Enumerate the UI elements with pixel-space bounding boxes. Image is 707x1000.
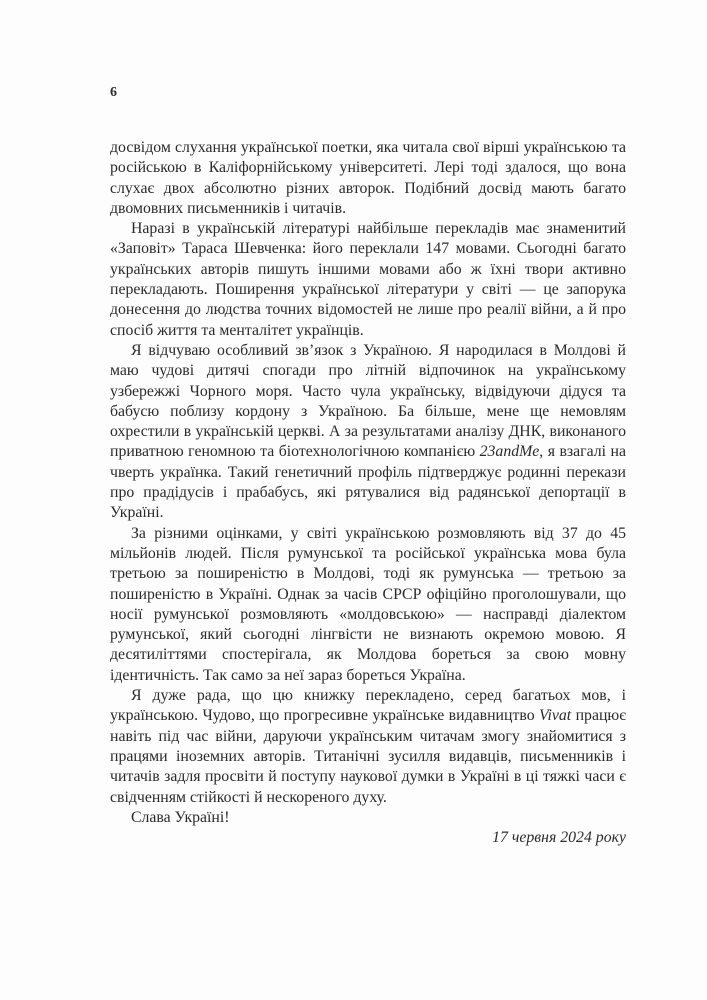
paragraph (110, 219, 626, 341)
text-run: Наразі в українській літературі найбільше перекладів має знаменитий «Заповіт» Тараса Шевченка: його переклали 147 мовами. Сьогодні багато українських авторів пишуть іншими мовами або ж їхні твори активно перекладають. Поширення української літератури у світі — це запорука донесення до людства точних відомостей не лише про реалії війни, а й про спосіб життя та менталітет українців. (110, 220, 626, 339)
text-run: Я відчуваю особливий зв’язок з Україною. Я народилася в Молдові й маю чудові дитячі спогади про літній відпочинок на українському узбережжі Чорного моря. Часто чула українську, відвідуючи дідуся та бабусю поблизу кордону з Україною. Ба більше, мене ще немовлям охрестили в українській церкві. А за результатами аналізу ДНК, виконаного приватною геномною та біотехнологічною компанією (110, 341, 626, 461)
text-run: Слава Україні! (131, 808, 230, 826)
paragraph (110, 808, 626, 828)
text-run: , я взагалі на чверть українка. Такий генетичний профіль підтверджує родинні перекази про прадідусів і прабабусь, які рятувалися від радянської депортації в Україні. (110, 443, 626, 522)
paragraph (110, 341, 626, 524)
paragraph (110, 828, 626, 848)
text-run: 23andMe (479, 443, 540, 461)
body-text (110, 138, 626, 848)
text-run: Vivat (539, 707, 572, 725)
text-run: працює навіть під час війни, даруючи українським читачам змогу знайомитися з працями іноземних авторів. Титанічні зусилля видавців, письменників і читачів задля просвіти й поступу наукової думки в Україні в ці тяжкі часи є свідченням стійкості й нескореного духу. (110, 707, 626, 806)
text-run: 17 червня 2024 року (492, 829, 626, 847)
paragraph (110, 138, 626, 219)
text-run: Я дуже рада, що цю книжку перекладено, серед багатьох мов, і українською. Чудово, що прогресивне українське видавництво (110, 687, 626, 725)
text-run: досвідом слухання української поетки, яка читала свої вірші українською та російською в Каліфорнійському університеті. Лері тоді здалося, що вона слухає двох абсолютно різних авторок. Подібний досвід мають багато двомовних письменників і читачів. (110, 139, 626, 217)
page-number: 6 (110, 85, 118, 100)
text-run: За різними оцінками, у світі українською розмовляють від 37 до 45 мільйонів людей. Після румунської та російської українська мова була третьою за поширеністю в Молдові, тоді як румунська — третьою за поширеністю в Україні. Однак за часів СРСР офіційно проголошували, що носії румунської розмовляють «молдовською» — насправді діалектом румунської, який сьогодні лінгвісти не визнають окремою мовою. Я десятиліттями спостерігала, як Молдова бореться за свою мовну ідентичність. Так само за неї зараз бореться Україна. (110, 524, 626, 684)
paragraph (110, 524, 626, 686)
paragraph (110, 686, 626, 808)
